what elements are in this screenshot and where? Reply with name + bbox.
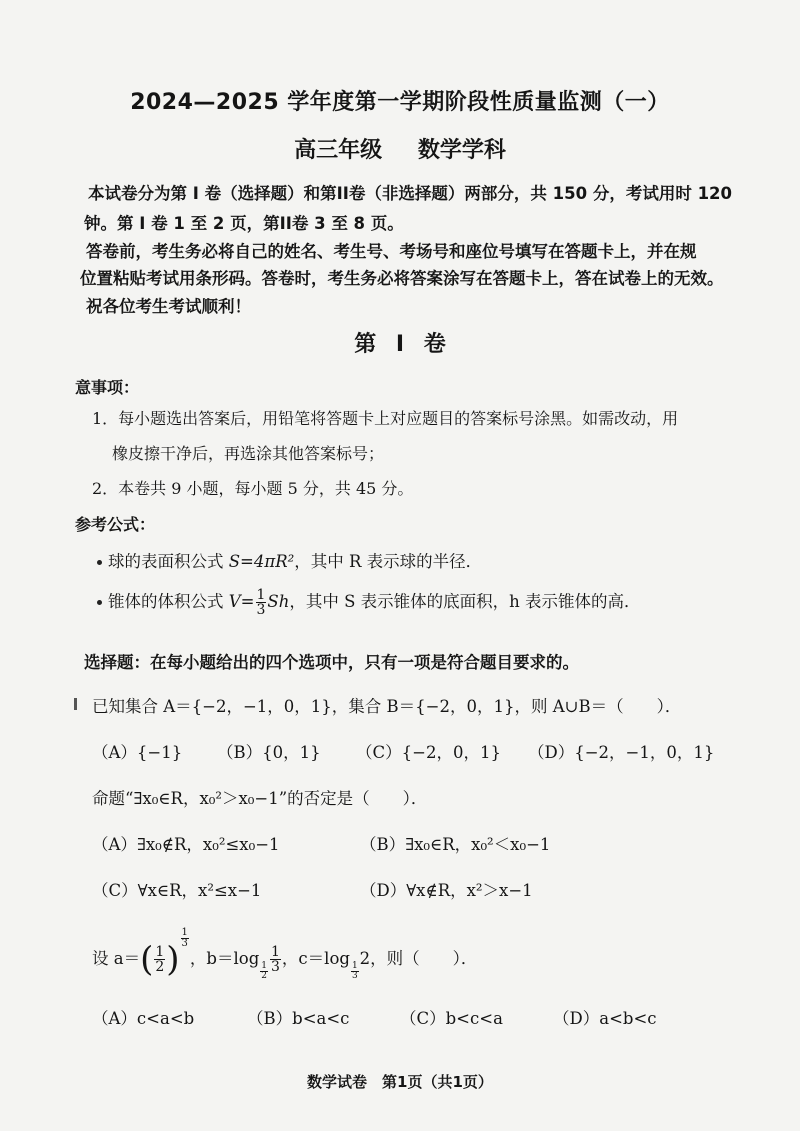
paren-right: ) <box>166 939 180 980</box>
bullet-icon <box>97 600 102 605</box>
notes-heading: 意事项： <box>75 378 140 397</box>
formula-cone <box>97 588 641 617</box>
intro-line-4: 位置粘贴考试用条形码。答卷时，考生务必将答案涂写在答题卡上，答在试卷上的无效。 <box>80 269 724 288</box>
q3-c-arg: 2，则（ ）． <box>359 949 478 968</box>
intro-line-3: 答卷前，考生务必将自己的姓名、考生号、考场号和座位号填写在答题卡上，并在规 <box>86 242 697 261</box>
q3-exponent-fraction <box>181 928 189 949</box>
cone-sh: Sh <box>267 592 290 611</box>
q3-c-base-den: 3 <box>351 971 358 981</box>
q2-stem: 命题“∃x₀∈R，x₀²＞x₀−1”的否定是（ ）． <box>92 789 428 808</box>
cone-fraction-num: 1 <box>256 587 266 603</box>
q3-c-label: ，c＝log <box>281 949 350 968</box>
sphere-desc: ，其中 R 表示球的半径． <box>294 552 483 571</box>
sphere-label: 球的表面积公式 <box>108 552 229 571</box>
q1-option-b: （B）{0，1} <box>217 743 321 762</box>
paren-left: ( <box>140 939 154 980</box>
cone-fraction <box>256 588 267 617</box>
sphere-formula: S=4πR² <box>228 552 295 571</box>
notes-item-1: 1．每小题选出答案后，用铅笔将答题卡上对应题目的答案标号涂黑。如需改动，用 <box>92 409 679 428</box>
q3-stem <box>92 928 477 988</box>
q3-option-d: （D）a<b<c <box>553 1009 657 1028</box>
q3-b-arg-num: 1 <box>271 944 280 960</box>
q3-b-base-num: 1 <box>261 961 267 971</box>
q3-base-den: 2 <box>155 959 165 975</box>
cone-label: 锥体的体积公式 <box>108 592 229 611</box>
cone-desc: ，其中 S 表示锥体的底面积，h 表示锥体的高． <box>289 592 641 611</box>
margin-mark <box>74 698 77 710</box>
q2-option-d: （D）∀x∉R，x²＞x−1 <box>360 881 533 900</box>
q3-option-a: （A）c<a<b <box>92 1009 195 1028</box>
q3-exp-den: 3 <box>181 938 188 949</box>
q3-c-base-num: 1 <box>351 961 358 971</box>
q1-option-a: （A）{−1} <box>92 743 183 762</box>
q3-b-arg <box>270 945 281 974</box>
q2-option-c: （C）∀x∈R，x²≤x−1 <box>92 881 262 900</box>
cone-fraction-den: 3 <box>256 602 266 618</box>
q3-base-num: 1 <box>155 944 165 960</box>
intro-line-5: 祝各位考生考试顺利！ <box>86 297 251 316</box>
q3-b-arg-den: 3 <box>271 959 280 975</box>
q3-base-fraction <box>154 945 165 974</box>
q3-b-label: ，b＝log <box>189 949 260 968</box>
q1-option-c: （C）{−2，0，1} <box>356 743 501 762</box>
intro-line-1: 本试卷分为第 I 卷（选择题）和第II卷（非选择题）两部分，共 150 分，考试用时 120 <box>88 184 733 203</box>
choice-heading: 选择题：在每小题给出的四个选项中，只有一项是符合题目要求的。 <box>84 653 579 672</box>
q1-stem: 已知集合 A＝{−2，−1，0，1}，集合 B＝{−2，0，1}，则 A∪B＝（ ）． <box>92 697 682 716</box>
q3-b-base-den: 2 <box>261 971 267 981</box>
formulas-heading: 参考公式： <box>75 515 156 534</box>
q3-c-base <box>351 962 359 981</box>
q3-exp-num: 1 <box>181 927 188 938</box>
q3-a-label: 设 a＝ <box>92 949 141 968</box>
q2-option-a: （A）∃x₀∉R，x₀²≤x₀−1 <box>92 835 280 854</box>
q3-b-base <box>260 962 268 981</box>
q2-option-b: （B）∃x₀∈R，x₀²＜x₀−1 <box>360 835 551 854</box>
q1-option-d: （D）{−2，−1，0，1} <box>528 743 715 762</box>
formula-sphere <box>97 548 482 572</box>
bullet-icon <box>97 560 102 565</box>
q3-option-c: （C）b<c<a <box>400 1009 503 1028</box>
intro-line-2: 钟。第 I 卷 1 至 2 页，第II卷 3 至 8 页。 <box>84 214 404 233</box>
page-footer: 数学试卷 第1页（共1页） <box>307 1073 493 1091</box>
exam-subtitle: 高三年级 数学学科 <box>294 138 506 163</box>
section-title: 第 I 卷 <box>354 332 446 357</box>
cone-v: V= <box>228 592 255 611</box>
notes-item-2: 2．本卷共 9 小题，每小题 5 分，共 45 分。 <box>92 479 414 498</box>
exam-title: 2024—2025 学年度第一学期阶段性质量监测（一） <box>130 90 670 115</box>
q3-option-b: （B）b<a<c <box>247 1009 350 1028</box>
notes-item-1-cont: 橡皮擦干净后，再选涂其他答案标号； <box>112 444 385 463</box>
